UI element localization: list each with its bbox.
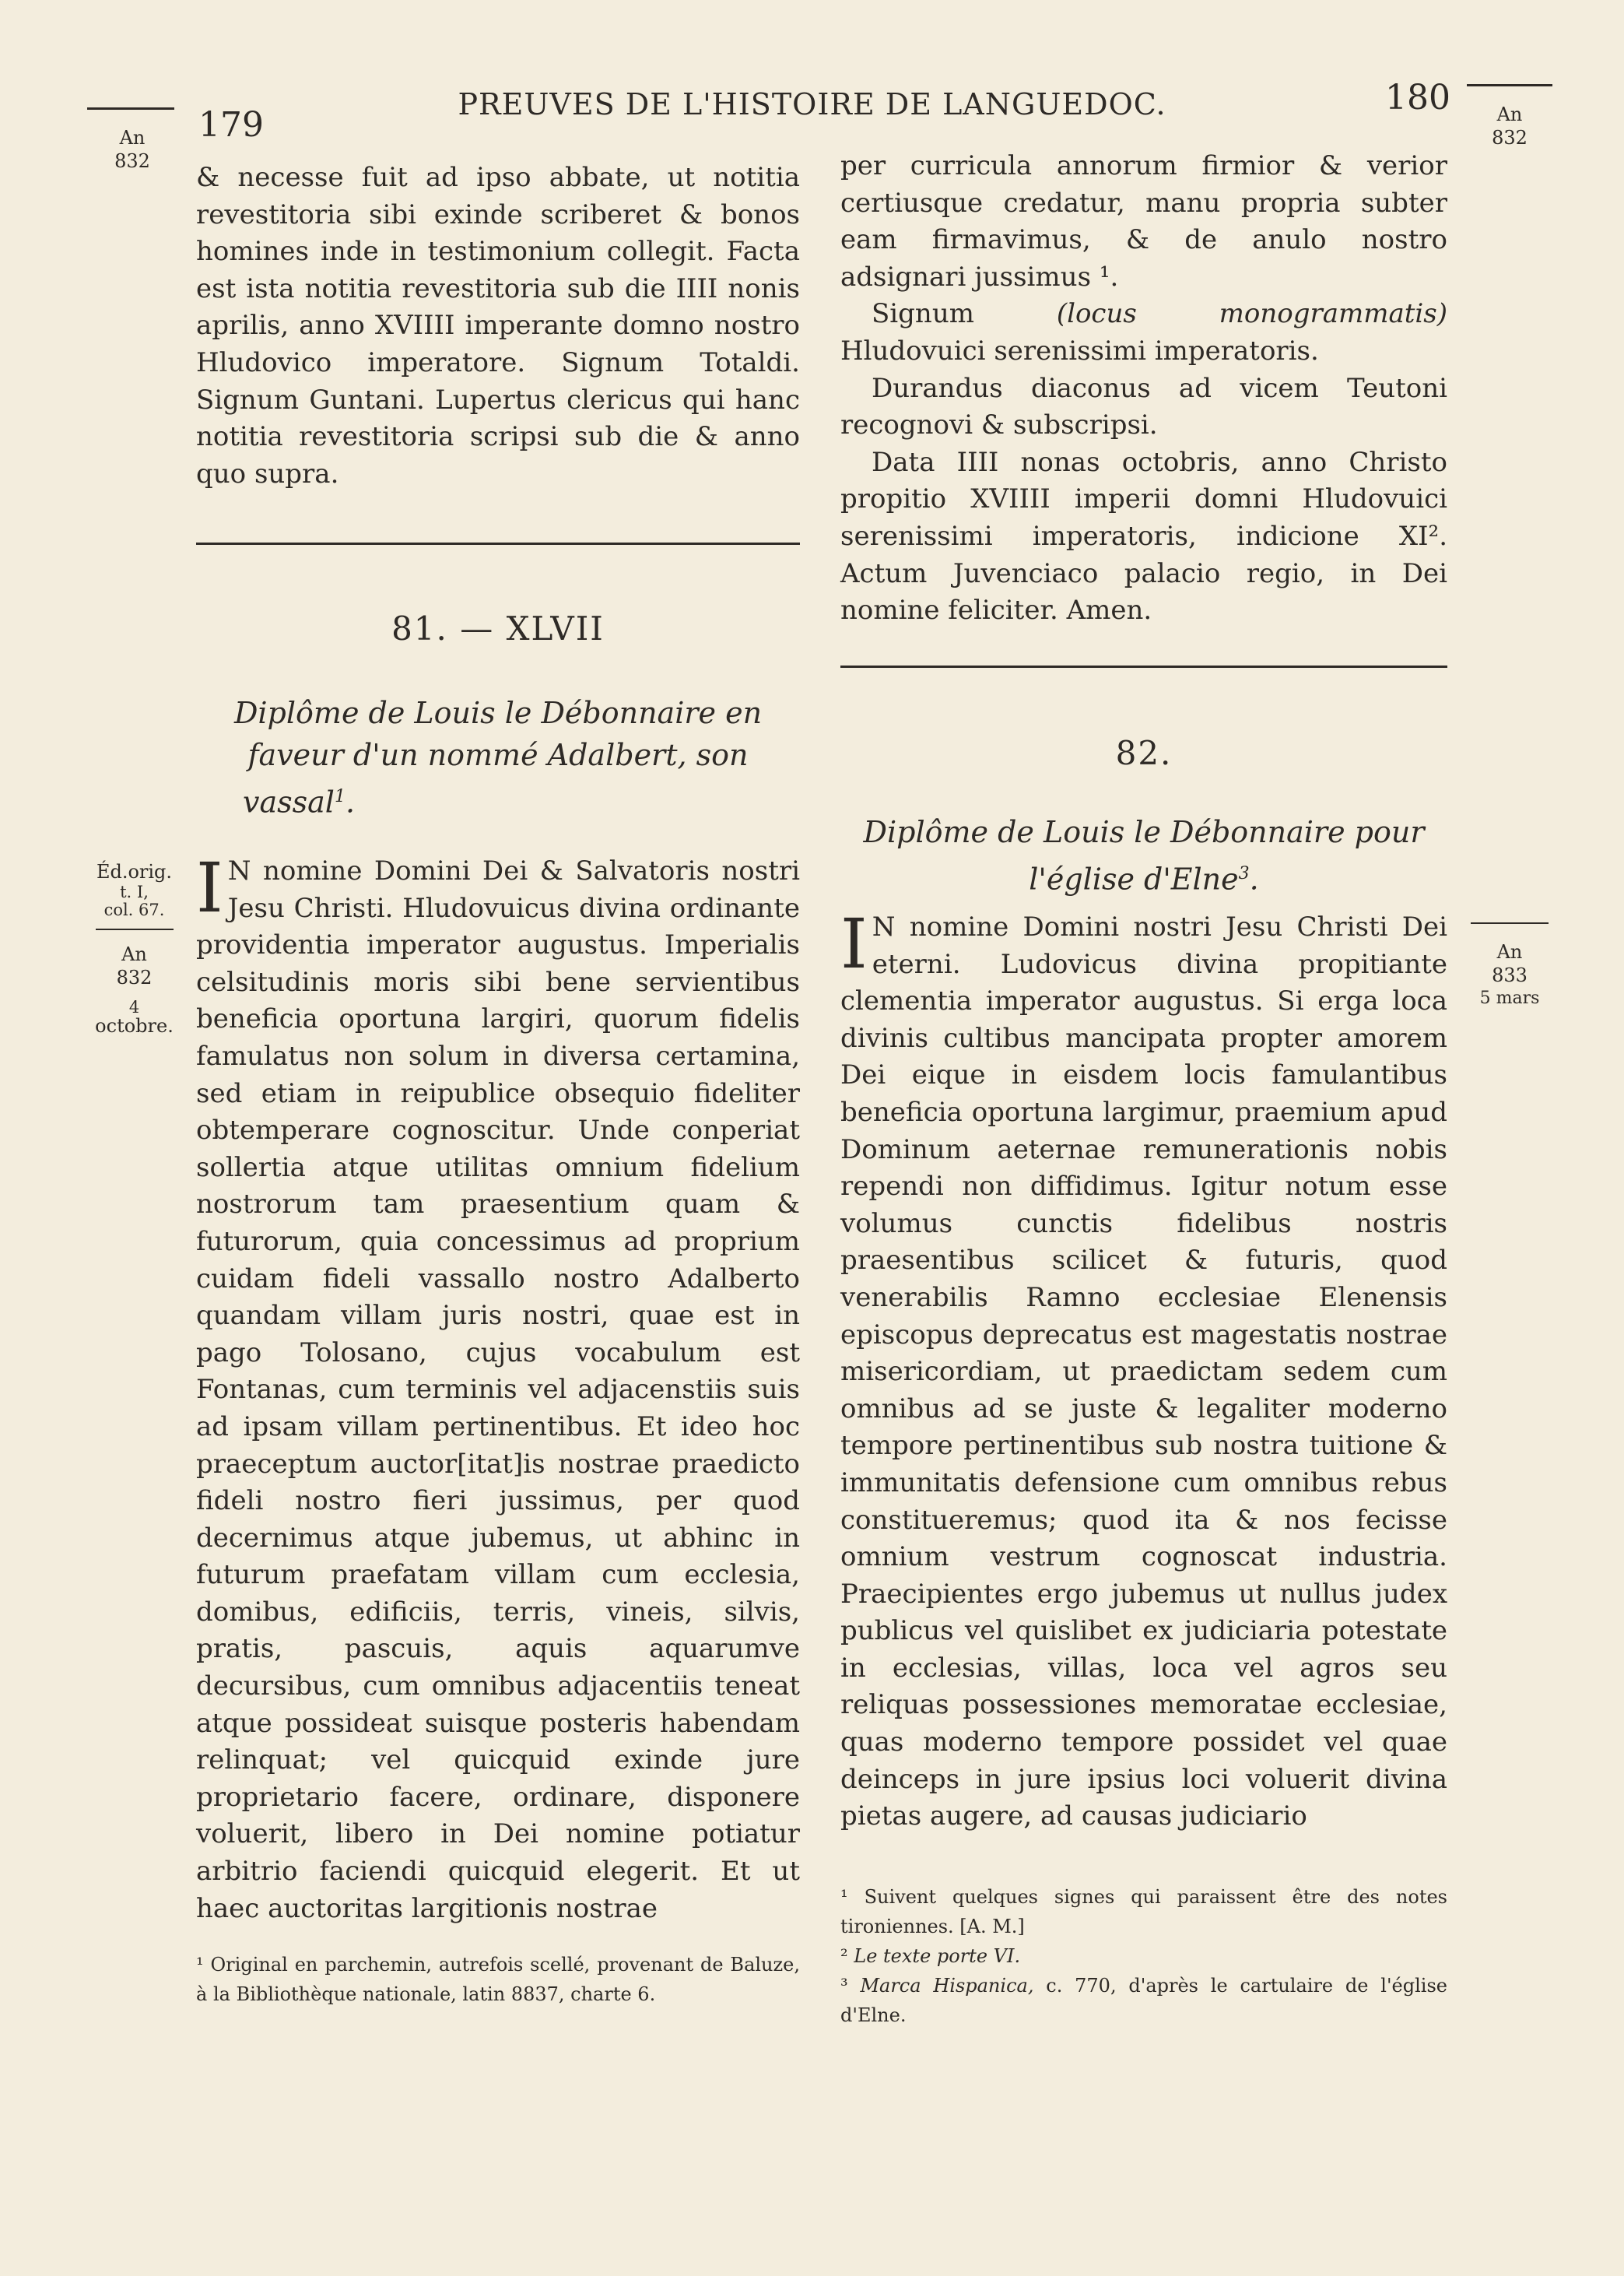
margin-year: 833 [1492,964,1528,986]
margin-day: 4 [128,998,140,1017]
data-line: Data IIII nonas octobris, anno Christo propitio XVIIII imperii domni Hludovuici serenissimi imperatoris, indicione XI². Actum Juvenciaco palacio regio, in Dei nomine feliciter. Amen. [840,446,1447,627]
margin-year: 832 [116,967,153,989]
margin-year: 832 [1492,127,1528,149]
footnote-r1: ¹ Suivent quelques signes qui paraissent être des notes tironiennes. [A. M.] [840,1886,1447,1937]
signum-line [840,296,1447,370]
doc82-title-note: 3 [1238,864,1250,883]
doc81-title-note: 1 [334,787,345,806]
margin-an: An [119,127,146,149]
doc81-title-line3: vassal [243,785,335,820]
margin-year: 832 [114,150,150,172]
margin-divider [96,929,174,930]
signum-prefix: Signum [872,298,974,330]
doc82-dropcap: I [840,904,868,984]
doc81-dropcap: I [196,848,223,928]
doc82-title-line2: l'église d'Elne [1029,862,1239,897]
footnote-r2 [840,1941,1447,1971]
continuation-text: & necesse fuit ad ipso abbate, ut notitia revestitoria sibi exinde scriberet & bonos homines inde in testimonium collegit. Facta est ista notitia revestitoria sub die IIII nonis aprilis, anno XVIIII imperante domno nostro Hludovico imperatore. Signum Totaldi. Signum Guntani. Lupertus clericus qui hanc notitia revestitoria scripsi sub die & anno quo supra. [196,162,800,490]
right-footnotes [840,1882,1447,2030]
margin-tome: t. I, [120,883,149,901]
footnote-r3 [840,1971,1447,2030]
section-rule-left [196,543,800,545]
margin-an: An [1496,941,1523,963]
durandus-line: Durandus diaconus ad vicem Teutoni recognovi & subscripsi. [840,372,1447,441]
footnote-r2-text: Le texte porte VI. [854,1945,1021,1967]
doc81-title-line1: Diplôme de Louis le Débonnaire en [233,696,763,730]
margin-month: octobre. [95,1015,174,1037]
footnote-r3-text: c. 770, d'après le cartulaire de l'église d'Elne. [840,1975,1447,2026]
left-footnotes [196,1950,800,2009]
margin-date: 5 mars [1479,989,1540,1008]
margin-col: col. 67. [103,901,165,919]
doc82-title-line1: Diplôme de Louis le Débonnaire pour [863,815,1425,849]
doc81-number: 81. — XLVII [391,609,605,648]
margin-divider-doc82 [1471,922,1549,924]
footnote-1: ¹ Original en parchemin, autrefois scellé, provenant de Baluze, à la Bibliothèque nationale, latin 8837, charte 6. [196,1954,800,2005]
margin-note-top-left [101,126,163,173]
doc81-body-text: N nomine Domini Dei & Salvatoris nostri Jesu Christi. Hludovuicus divina ordinante providentia imperator augustus. Imperialis celsitudinis moris sibi bene servientibus beneficia oportuna largiri, quorum fidelis famulatus non solum in diversa certamina, sed etiam in reipublice obsequio fideliter obtemperare cognoscitur. Unde conperiat sollertia atque utilitas omnium fidelium nostrorum tam praesentium quam & futurorum, quia concessimus ad proprium cuidam fideli vassallo nostro Adalberto quandam villam juris nostri, quae est in pago Tolosano, cujus vocabulum est Fontanas, cum terminis vel adjacenstiis suis ad ipsam villam pertinentibus. Et ideo hoc praeceptum auctor[itat]is nostrae praedicto fideli nostro fieri jussimus, per quod decernimus atque jubemus, ut abhinc in futurum praefatam villam cum ecclesia, domibus, edificiis, terris, vineis, silvis, pratis, pascuis, aquis aquarumve decursibus, cum omnibus adjacentiis teneat atque possideat suisque posteris habendam relinquat; vel quicquid exinde jure proprietario facere, ordinare, disponere voluerit, libero in Dei nomine potiatur arbitrio faciendi quicquid elegerit. Et ut haec auctoritas largitionis nostrae [196,855,800,1924]
margin-an: An [121,943,147,965]
header-rule-right [1467,84,1552,86]
footnote-r2-num: ² [840,1945,848,1967]
left-continuation [196,160,800,493]
footnote-r3-num: ³ [840,1975,848,1997]
margin-note-top-right [1478,103,1541,149]
right-continuation [840,148,1447,630]
doc82-number: 82. [1115,734,1173,772]
page-number-left: 179 [198,105,264,145]
margin-an: An [1496,104,1523,125]
doc82-title: Diplôme de Louis le Débonnaire pour l'église d'Elne$^3$. [840,811,1447,901]
doc81-body [196,848,800,1927]
margin-note-doc82 [1471,940,1549,1010]
margin-ed-orig: Éd.orig. [96,861,173,883]
margin-note-doc81 [82,860,187,1038]
running-title: PREUVES DE L'HISTOIRE DE LANGUEDOC. [458,87,1166,121]
doc82-body [840,904,1447,1835]
signum-suffix: Hludovuici serenissimi imperatoris. [840,335,1319,367]
page-number-right: 180 [1385,78,1450,118]
right-continuation-text: per curricula annorum firmior & verior certiusque credatur, manu propria subter eam firmavimus, & de anulo nostro adsignari jussimus ¹. [840,150,1447,293]
doc82-body-text: N nomine Domini nostri Jesu Christi Dei eterni. Ludovicus divina propitiante clementia imperator augustus. Si erga loca divinis cultibus mancipata propter amorem Dei eique in eisdem locis famulantibus beneficia oportuna largimur, praemium apud Dominum aeternae remunerationis nobis rependi non diffidimus. Igitur notum esse volumus cunctis fidelibus nostris praesentibus scilicet & futuris, quod venerabilis Ramno ecclesiae Elenensis episcopus deprecatus est magestatis nostrae misericordiam, ut praedictam sedem cum omnibus ad se juste & legaliter moderno tempore pertinentibus sub nostra tuitione & immunitatis defensione cum omnibus rebus constitueremus; quod ita & nos fecisse omnium vestrum cognoscat industria. Praecipientes ergo jubemus ut nullus judex publicus vel quislibet ex judiciaria potestate in ecclesias, villas, loca vel agros seu reliquas possessiones memoratae ecclesiae, quas moderno tempore possidet vel quae deinceps in jure ipsius loci voluerit divina pietas augere, ad causas judiciario [840,911,1447,1832]
doc81-title-line2: faveur d'un nommé Adalbert, son [247,738,749,772]
section-rule-right [840,666,1447,668]
signum-italic: (locus monogrammatis) [1056,298,1448,330]
footnote-r3-italic: Marca Hispanica, [860,1975,1034,1997]
doc81-title: Diplôme de Louis le Débonnaire en faveur d'un nommé Adalbert, son vassal$^1$. [196,692,800,824]
